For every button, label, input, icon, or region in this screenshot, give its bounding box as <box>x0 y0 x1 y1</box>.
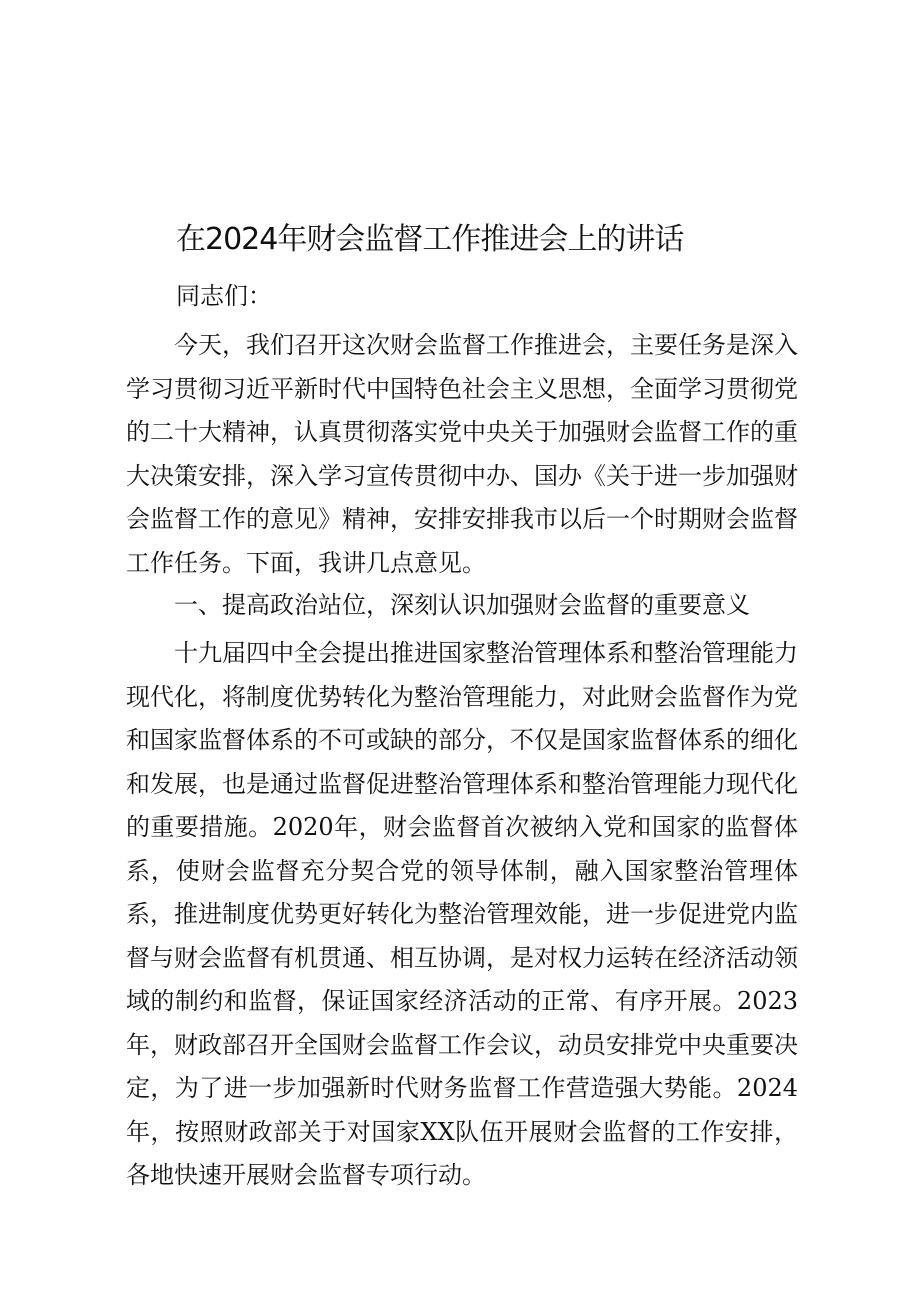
salutation: 同志们： <box>176 282 272 310</box>
intro-paragraph: 今天，我们召开这次财会监督工作推进会，主要任务是深入学习贯彻习近平新时代中国特色社会主义思想，全面学习贯彻党的二十大精神，认真贯彻落实党中央关于加强财会监督工作的重大决策安排，深入学习宣传贯彻中办、国办《关于进一步加强财会监督工作的意见》精神，安排安排我市以后一个时期财会监督工作任务。下面，我讲几点意见。 <box>126 331 798 577</box>
section-heading: 一、提高政治站位，深刻认识加强财会监督的重要意义 <box>174 591 750 619</box>
section-paragraph: 十九届四中全会提出推进国家整治管理体系和整治管理能力现代化，将制度优势转化为整治管理能力，对此财会监督作为党和国家监督体系的不可或缺的部分，不仅是国家监督体系的细化和发展，也是通过监督促进整治管理体系和整治管理能力现代化的重要措施。2020年，财会监督首次被纳入党和国家的监督体系，使财会监督充分契合党的领导体制，融入国家整治管理体系，推进制度优势更好转化为整治管理效能，进一步促进党内监督与财会监督有机贯通、相互协调，是对权力运转在经济活动领域的制约和监督，保证国家经济活动的正常、有序开展。2023年，财政部召开全国财会监督工作会议，动员安排党中央重要决定，为了进一步加强新时代财务监督工作营造强大势能。2024年，按照财政部关于对国家XX队伍开展财会监督的工作安排，各地快速开展财会监督专项行动。 <box>126 639 798 1189</box>
document-title: 在2024年财会监督工作推进会上的讲话 <box>176 222 684 257</box>
